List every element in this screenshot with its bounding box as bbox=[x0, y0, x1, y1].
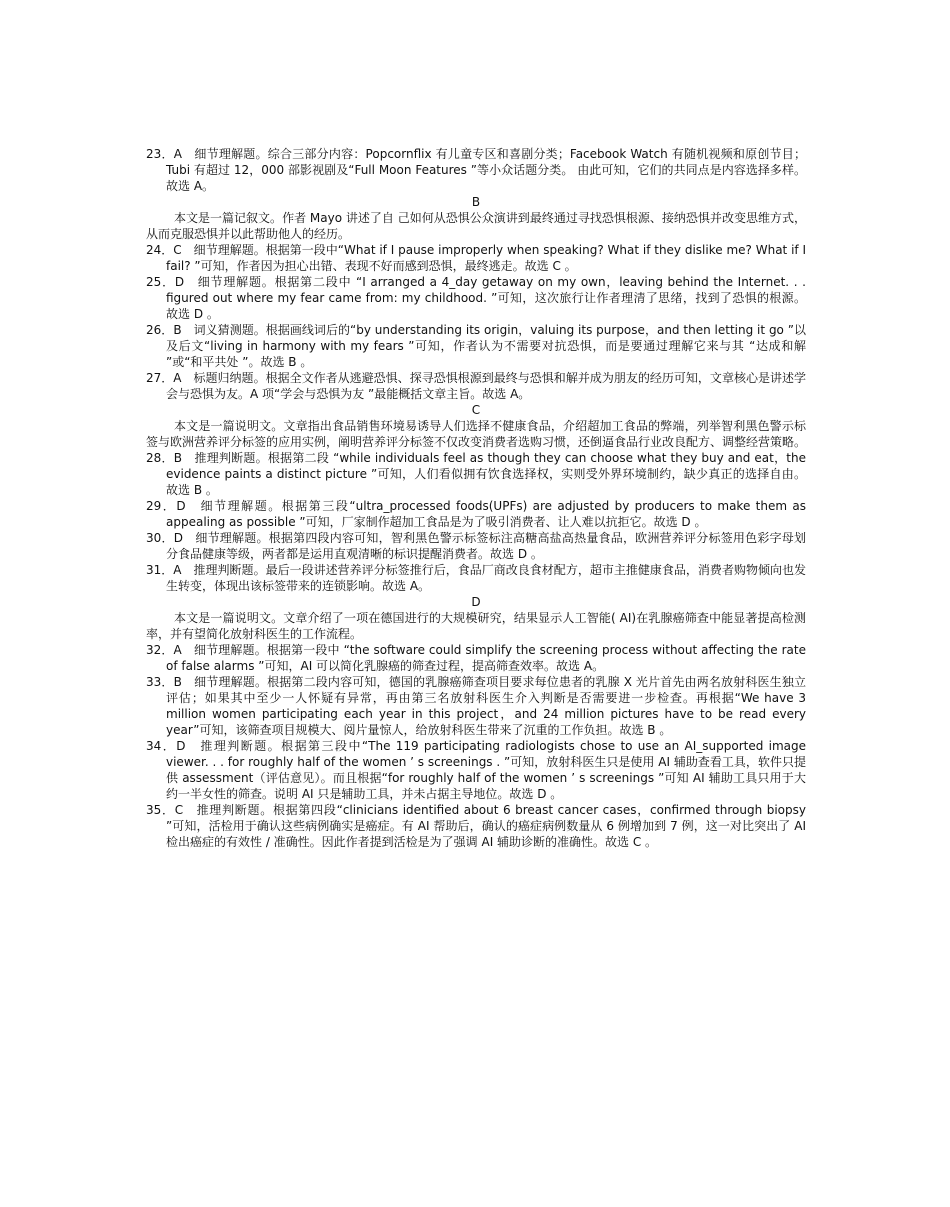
section-intro: 本文是一篇记叙文。作者 Mayo 讲述了自 己如何从恐惧公众演讲到最终通过寻找恐惧根源、接纳恐惧并改变思维方式，从而克服恐惧并以此帮助他人的经历。 bbox=[146, 211, 806, 241]
answer-23: 23．A 细节理解题。综合三部分内容：Popcornflix 有儿童专区和喜剧分类；Facebook Watch 有随机视频和原创节目；Tubi 有超过 12，000 部影视剧及“Full Moon Features ”等小众话题分类。 由此可知，它们的共同点是内容选择多样。故选 A。 bbox=[146, 147, 806, 193]
answer-27: 27．A 标题归纳题。根据全文作者从逃避恐惧、探寻恐惧根源到最终与恐惧和解并成为朋友的经历可知，文章核心是讲述学会与恐惧为友。A 项“学会与恐惧为友 ”最能概括文章主旨。故选 A。 bbox=[146, 371, 806, 401]
section-c bbox=[146, 402, 806, 594]
section-d bbox=[146, 594, 806, 850]
answer-35: 35．C 推理判断题。根据第四段“clinicians identified about 6 breast cancer cases，confirmed through biopsy ”可知，活检用于确认这些病例确实是癌症。有 AI 帮助后，确认的癌症病例数量从 6 例增加到 7 例，这一对比突出了 AI 检出癌症的有效性 / 准确性。因此作者提到活检是为了强调 AI 辅助诊断的准确性。故选 C 。 bbox=[146, 803, 806, 849]
answer-29: 29．D 细节理解题。根据第三段“ultra_processed foods(UPFs) are adjusted by producers to make them as appealing as possible ”可知，厂家制作超加工食品是为了吸引消费者、让人难以抗拒它。故选 D 。 bbox=[146, 499, 806, 529]
section-letter: D bbox=[471, 595, 481, 609]
answer-key-page bbox=[146, 146, 806, 850]
section-letter: C bbox=[471, 403, 481, 417]
answer-34: 34．D 推理判断题。根据第三段中“The 119 participating radiologists chose to use an AI_supported image viewer. . . for roughly half of the women ’ s screenings . ”可知，放射科医生只是使用 AI 辅助查看工具，软件只提供 assessment（评估意见）。而且根据“for roughly half of the women ’ s screenings ”可知 AI 辅助工具只用于大约一半女性的筛查。说明 AI 只是辅助工具，并未占据主导地位。故选 D 。 bbox=[146, 739, 806, 801]
answer-25: 25．D 细节理解题。根据第二段中 “I arranged a 4_day getaway on my own，leaving behind the Internet. . . figured out where my fear came from: my childhood. ”可知，这次旅行让作者理清了思绪，找到了恐惧的根源。故选 D 。 bbox=[146, 275, 806, 321]
answer-24: 24．C 细节理解题。根据第一段中“What if I pause improperly when speaking? What if they dislike me? What if I fail? ”可知，作者因为担心出错、表现不好而感到恐惧，最终逃走。故选 C 。 bbox=[146, 243, 806, 273]
answer-30: 30．D 细节理解题。根据第四段内容可知，智利黑色警示标签标注高糖高盐高热量食品，欧洲营养评分标签用色彩字母划分食品健康等级，两者都是运用直观清晰的标识提醒消费者。故选 D 。 bbox=[146, 531, 806, 561]
section-intro: 本文是一篇说明文。文章介绍了一项在德国进行的大规模研究，结果显示人工智能( AI)在乳腺癌筛查中能显著提高检测率，并有望简化放射科医生的工作流程。 bbox=[146, 611, 806, 641]
answer-32: 32．A 细节理解题。根据第一段中 “the software could simplify the screening process without affecting the rate of false alarms ”可知，AI 可以简化乳腺癌的筛查过程，提高筛查效率。故选 A。 bbox=[146, 643, 806, 673]
answer-31: 31．A 推理判断题。最后一段讲述营养评分标签推行后，食品厂商改良食材配方，超市主推健康食品，消费者购物倾向也发生转变，体现出该标签带来的连锁影响。故选 A。 bbox=[146, 563, 806, 593]
section-intro: 本文是一篇说明文。文章指出食品销售环境易诱导人们选择不健康食品，介绍超加工食品的弊端，列举智利黑色警示标签与欧洲营养评分标签的应用实例，阐明营养评分标签不仅改变消费者选购习惯，还倒逼食品行业改良配方、调整经营策略。 bbox=[146, 419, 807, 449]
section-letter: B bbox=[471, 195, 481, 209]
answer-26: 26．B 词义猜测题。根据画线词后的“by understanding its origin，valuing its purpose，and then letting it go ”以及后文“living in harmony with my fears ”可知，作者认为不需要对抗恐惧，而是要通过理解它来与其 “达成和解 ”或“和平共处 ”。故选 B 。 bbox=[146, 323, 806, 369]
answer-28: 28．B 推理判断题。根据第二段 “while individuals feel as though they can choose what they buy and eat，the evidence paints a distinct picture ”可知，人们看似拥有饮食选择权，实则受外界环境制约，缺少真正的选择自由。故选 B 。 bbox=[146, 451, 806, 497]
section-b bbox=[146, 194, 806, 402]
answer-33: 33．B 细节理解题。根据第二段内容可知，德国的乳腺癌筛查项目要求每位患者的乳腺 X 光片首先由两名放射科医生独立评估；如果其中至少一人怀疑有异常，再由第三名放射科医生介入判断是否需要进一步检查。再根据“We have 3 million women participating each year in this project，and 24 million pictures have to be read every year”可知，该筛查项目规模大、阅片量惊人，给放射科医生带来了沉重的工作负担。故选 B 。 bbox=[146, 675, 806, 737]
